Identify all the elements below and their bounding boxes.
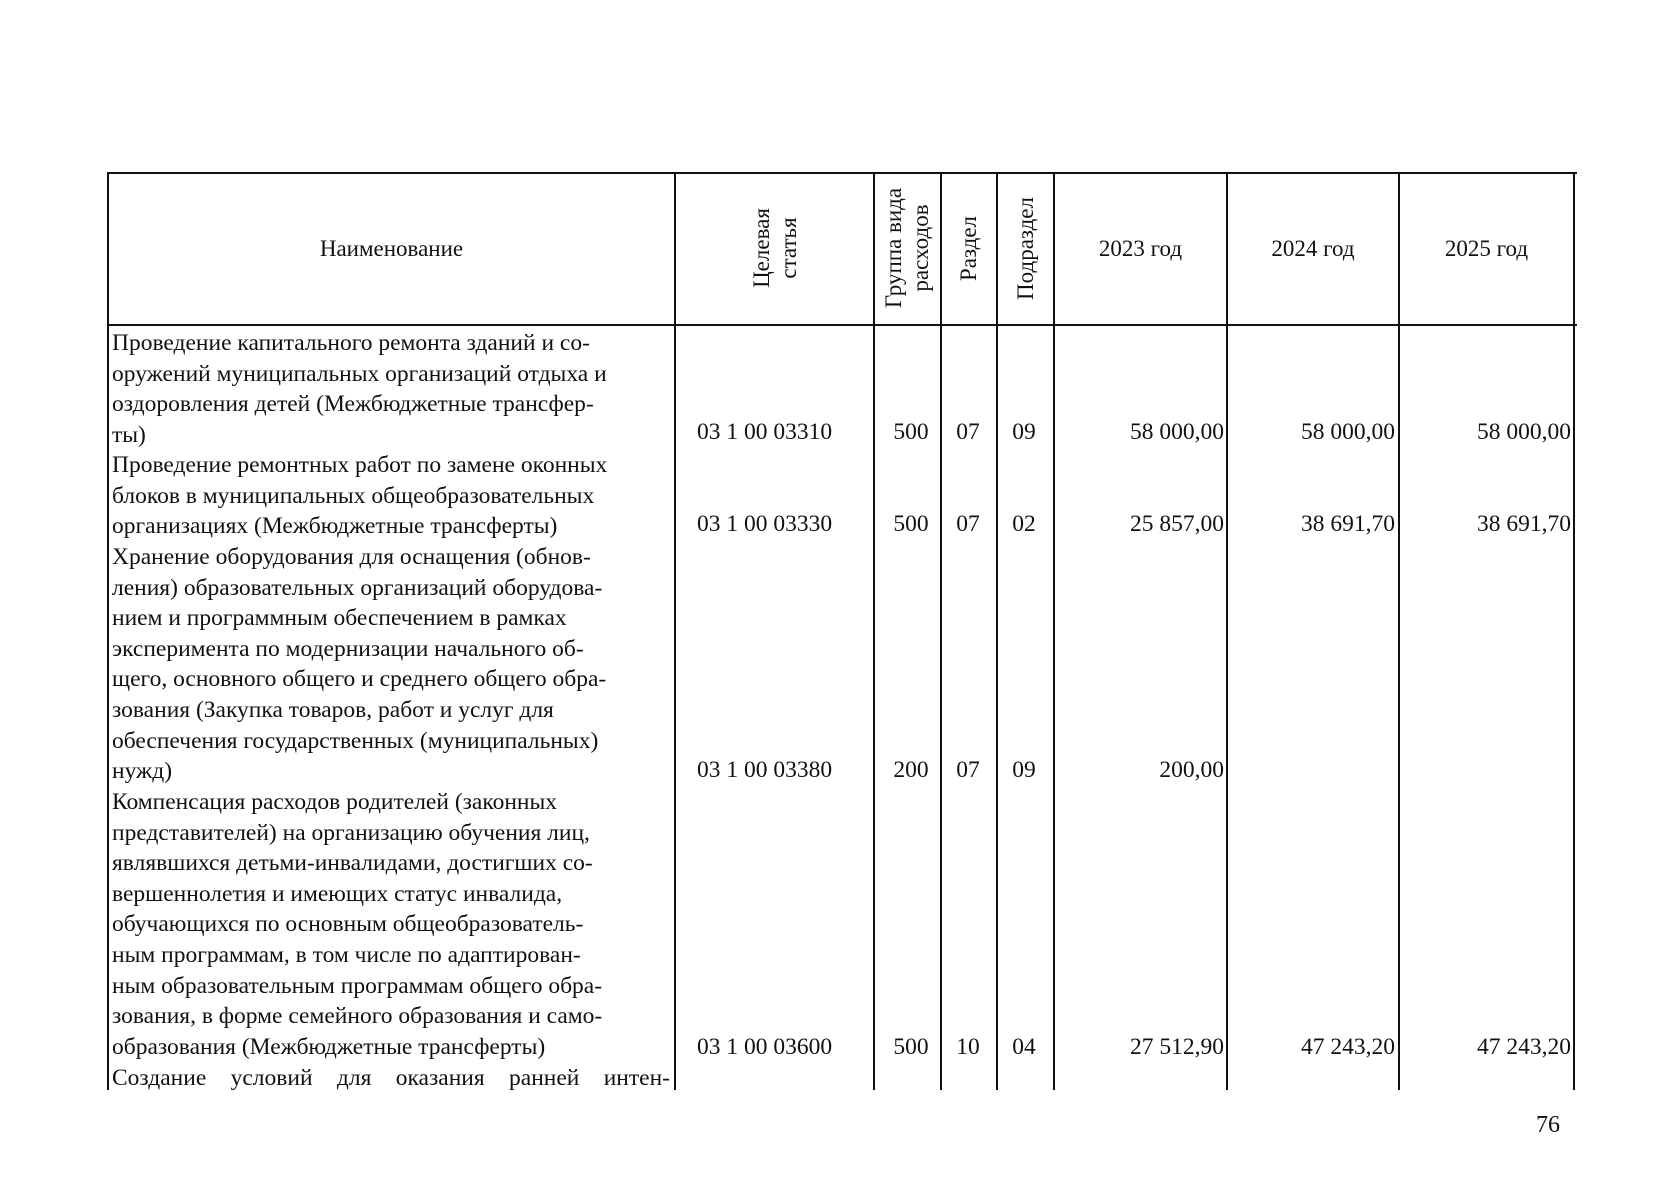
- header-2023: [1055, 172, 1226, 324]
- name-line: Проведение ремонтных работ по замене оконных: [112, 452, 608, 478]
- table-row-name: [112, 1063, 670, 1094]
- header-2024: [1228, 172, 1398, 324]
- header-group-line1: Группа вида: [881, 187, 907, 309]
- name-line: ты): [112, 421, 146, 448]
- cell-target-code: 03 1 00 03310: [697, 419, 833, 445]
- cell-2023: 25 857,00: [1130, 511, 1224, 537]
- cell-subsection: 04: [1012, 1034, 1036, 1060]
- cell-2024: 47 243,20: [1301, 1034, 1395, 1060]
- page-number: 76: [1536, 1112, 1560, 1138]
- cell-2024: 38 691,70: [1301, 511, 1395, 537]
- header-group: [875, 172, 940, 324]
- header-2025-label: 2025 год: [1444, 235, 1529, 261]
- cell-subsection: 09: [1012, 757, 1036, 783]
- name-line: организациях (Межбюджетные трансферты): [112, 513, 558, 540]
- cell-target-code: 03 1 00 03380: [697, 757, 833, 783]
- name-line: Проведение капитального ремонта зданий и со-: [112, 330, 590, 356]
- header-group-line2: расходов: [908, 204, 934, 292]
- cell-target-code: 03 1 00 03330: [697, 511, 833, 537]
- header-target-line2: статья: [775, 217, 801, 279]
- header-2025: [1400, 172, 1573, 324]
- cell-subsection: 09: [1012, 419, 1036, 445]
- name-line: представителей) на организацию обучения лиц,: [112, 819, 590, 846]
- name-line: зования (Закупка товаров, работ и услуг для: [112, 696, 554, 723]
- header-section: [942, 172, 996, 324]
- cell-target-code: 03 1 00 03600: [697, 1034, 833, 1060]
- cell-section: 10: [956, 1034, 980, 1060]
- budget-table: [107, 172, 1577, 1090]
- table-row-name: [112, 787, 670, 1062]
- cell-group: 200: [893, 757, 929, 783]
- name-line: образования (Межбюджетные трансферты): [112, 1033, 546, 1060]
- cell-2023: 27 512,90: [1130, 1034, 1224, 1060]
- table-row-name: [112, 328, 670, 450]
- name-line: ления) образовательных организаций оборудова-: [112, 574, 603, 601]
- name-line: Хранение оборудования для оснащения (обнов-: [112, 544, 591, 570]
- header-target-line1: Целевая: [748, 208, 774, 288]
- name-line: Создание условий для оказания ранней интен-: [112, 1065, 670, 1091]
- header-name-label: Наименование: [319, 235, 464, 261]
- name-line: нужд): [112, 758, 173, 785]
- name-line: вершеннолетия и имеющих статус инвалида,: [112, 880, 563, 907]
- cell-subsection: 02: [1012, 511, 1036, 537]
- table-row-name: [112, 450, 670, 542]
- header-name: [109, 172, 674, 324]
- cell-2023: 200,00: [1159, 757, 1224, 783]
- name-line: обеспечения государственных (муниципальных): [112, 727, 599, 754]
- header-target: [676, 172, 873, 324]
- cell-section: 07: [956, 511, 980, 537]
- name-line: блоков в муниципальных общеобразовательных: [112, 482, 595, 509]
- cell-2024: 58 000,00: [1301, 419, 1395, 445]
- col-border-right: [1573, 172, 1575, 1090]
- name-line: являвшихся детьми-инвалидами, достигших со-: [112, 850, 593, 877]
- header-2024-label: 2024 год: [1271, 235, 1355, 261]
- header-bottom-border: [107, 324, 1577, 326]
- cell-group: 500: [893, 511, 929, 537]
- name-line: оздоровления детей (Межбюджетные трансфер-: [112, 391, 594, 418]
- cell-group: 500: [893, 419, 929, 445]
- name-line: нием и программным обеспечением в рамках: [112, 605, 567, 632]
- cell-2025: 47 243,20: [1477, 1034, 1571, 1060]
- cell-2023: 58 000,00: [1130, 419, 1224, 445]
- name-line: Компенсация расходов родителей (законных: [112, 789, 558, 815]
- cell-2025: 38 691,70: [1477, 511, 1571, 537]
- name-line: обучающихся по основным общеобразователь-: [112, 911, 584, 938]
- name-line: зования, в форме семейного образования и само-: [112, 1003, 603, 1030]
- cell-2025: 58 000,00: [1477, 419, 1571, 445]
- header-subsection: [998, 172, 1053, 324]
- cell-section: 07: [956, 757, 980, 783]
- cell-section: 07: [956, 419, 980, 445]
- cell-group: 500: [893, 1034, 929, 1060]
- name-line: ным программам, в том числе по адаптирован-: [112, 941, 581, 968]
- name-line: эксперимента по модернизации начального об-: [112, 635, 584, 662]
- name-line: оружений муниципальных организаций отдыха и: [112, 360, 607, 387]
- header-2023-label: 2023 год: [1098, 235, 1183, 261]
- table-row-name: [112, 542, 670, 787]
- header-section-label: Раздел: [956, 215, 982, 281]
- header-subsection-label: Подраздел: [1013, 196, 1039, 300]
- name-line: щего, основного общего и среднего общего обра-: [112, 666, 607, 693]
- name-line: ным образовательным программам общего обра-: [112, 972, 603, 999]
